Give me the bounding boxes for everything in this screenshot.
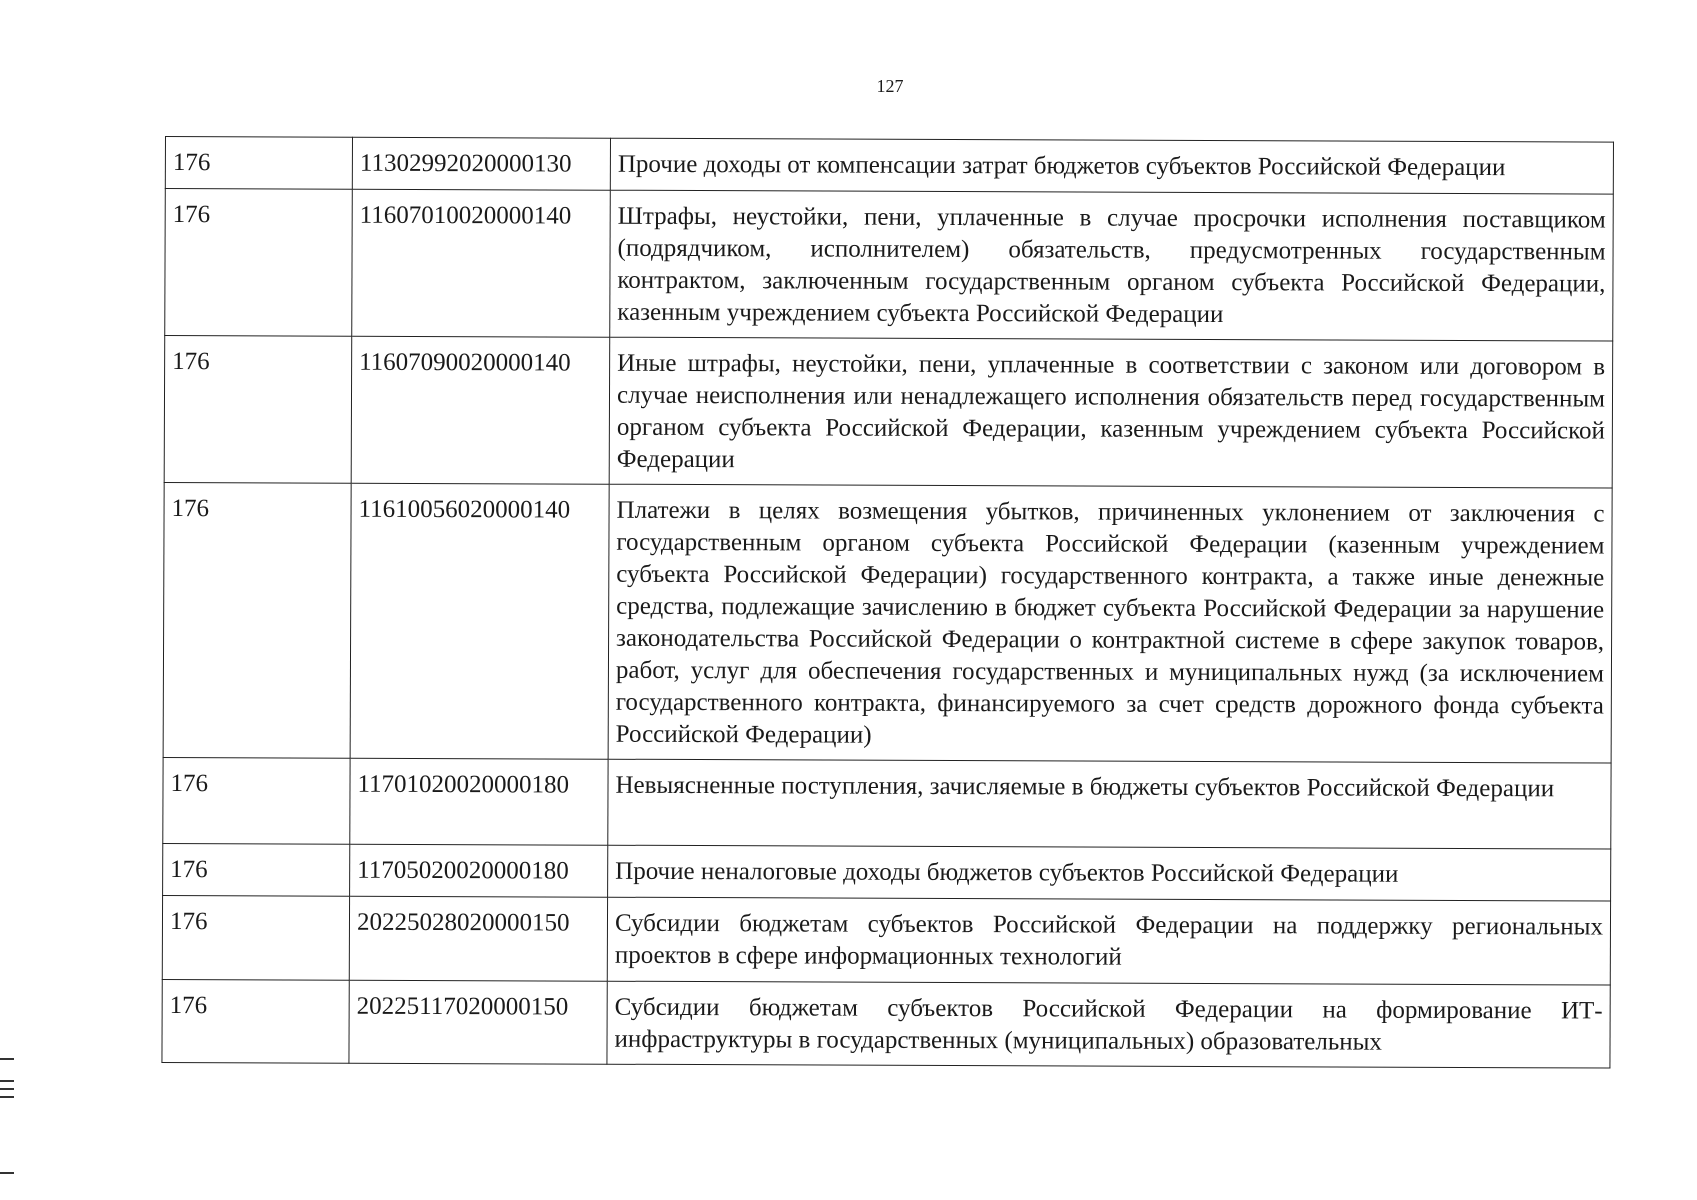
revenue-code-cell: 11607090020000140: [351, 336, 610, 484]
admin-code-cell: 176: [165, 137, 352, 190]
admin-code-cell: 176: [165, 189, 353, 337]
revenue-name-cell: Штрафы, неустойки, пени, уплаченные в случае просрочки исполнения поставщиком (подрядчиком, исполнителем) обязательств, предусмотренных государственным контрактом, заключенным государственным органом субъекта Российской Федерации, казенным учреждением субъекта Российской Федерации: [610, 190, 1614, 341]
table-row: [163, 843, 1611, 901]
revenue-code-cell: 11701020020000180: [350, 758, 608, 845]
revenue-name-cell: Иные штрафы, неустойки, пени, уплаченные в соответствии с законом или договором в случае неисполнения или ненадлежащего исполнения обязательств перед государственным органом субъекта Российской Федерации, казенным учреждением субъекта Российской Федерации: [609, 337, 1613, 488]
revenue-name-cell: Прочие доходы от компенсации затрат бюджетов субъектов Российской Федерации: [610, 138, 1613, 194]
revenue-code-cell: 11610056020000140: [350, 483, 609, 759]
budget-codes-table: [161, 136, 1614, 1069]
page-number: 127: [876, 76, 904, 96]
table-row: [165, 189, 1614, 342]
revenue-code-cell: 11705020020000180: [350, 844, 608, 897]
revenue-code-cell: 20225117020000150: [349, 980, 607, 1064]
margin-tick: [0, 1088, 14, 1090]
revenue-code-cell: 11607010020000140: [352, 189, 611, 337]
admin-code-cell: 176: [162, 895, 349, 980]
admin-code-cell: 176: [164, 336, 352, 484]
revenue-name-cell: Прочие неналоговые доходы бюджетов субъектов Российской Федерации: [608, 845, 1611, 901]
margin-tick: [0, 1096, 14, 1098]
table-row: [163, 757, 1611, 849]
table-row: [165, 137, 1613, 195]
revenue-name-cell: Невыясненные поступления, зачисляемые в бюджеты субъектов Российской Федерации: [608, 759, 1611, 849]
revenue-code-cell: 11302992020000130: [352, 137, 610, 190]
margin-tick: [0, 1058, 14, 1060]
admin-code-cell: 176: [163, 843, 350, 896]
admin-code-cell: 176: [162, 979, 349, 1063]
budget-codes-table-wrapper: [161, 136, 1613, 1069]
table-row: [164, 336, 1613, 489]
revenue-code-cell: 20225028020000150: [349, 896, 607, 981]
table-row: [163, 482, 1612, 763]
table-row: [162, 895, 1610, 985]
revenue-name-cell: Платежи в целях возмещения убытков, причиненных уклонением от заключения с государственным органом субъекта Российской Федерации (казенным учреждением субъекта Российской Федерации) государственного контракта, а также иные денежные средства, подлежащие зачислению в бюджет субъекта Российской Федерации за нарушение законодательства Российской Федерации о контрактной системе в сфере закупок товаров, работ, услуг для обеспечения государственных и муниципальных нужд (за исключением государственного контракта, финансируемого за счет средств дорожного фонда субъекта Российской Федерации): [608, 484, 1612, 763]
margin-tick: [0, 1080, 14, 1082]
margin-tick: [0, 1172, 14, 1174]
revenue-name-cell: Субсидии бюджетам субъектов Российской Федерации на поддержку региональных проектов в сфере информационных технологий: [607, 897, 1610, 985]
table-row: [162, 979, 1610, 1068]
admin-code-cell: 176: [163, 757, 350, 844]
revenue-name-cell: Субсидии бюджетам субъектов Российской Федерации на формирование ИТ-инфраструктуры в государственных (муниципальных) образовательных: [607, 981, 1610, 1068]
admin-code-cell: 176: [163, 482, 351, 758]
